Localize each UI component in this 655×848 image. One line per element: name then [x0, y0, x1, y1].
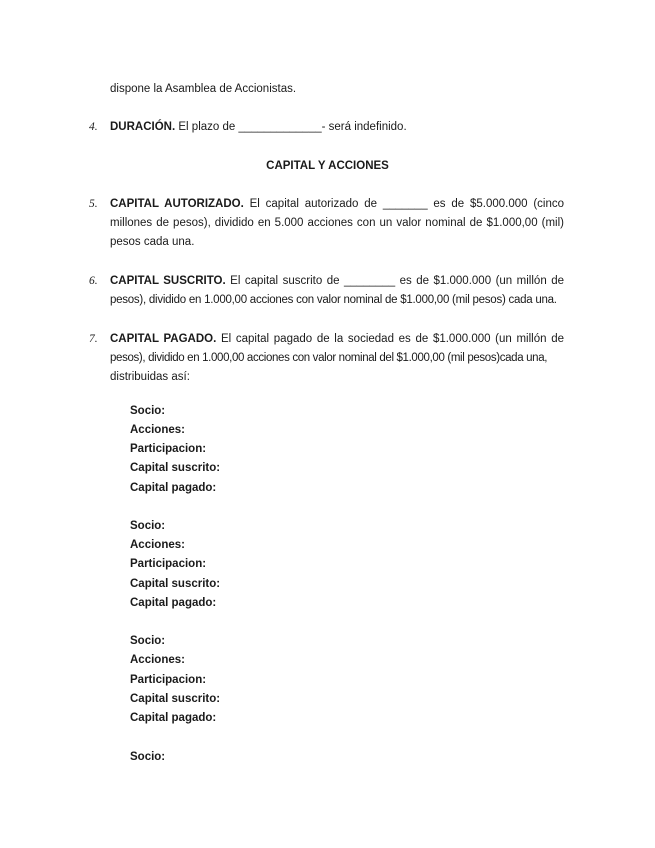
shareholder-4-socio-label: Socio:: [130, 751, 166, 763]
shareholder-1-socio-label: Socio:: [130, 405, 166, 417]
shareholder-2-socio-label: Socio:: [130, 520, 166, 532]
shareholder-3-socio-label: Socio:: [130, 635, 166, 647]
clause-7-line-1: [110, 330, 564, 349]
clause-5-line-1-text: El capital autorizado de _______ es de $5.000.000 (cinco: [249, 198, 565, 210]
clause-7-number: 7.: [89, 333, 98, 345]
clause-4-number: 4.: [89, 121, 98, 133]
clause-7-line-2: pesos), dividido en 1.000,00 acciones con valor nominal del $1.000,00 (mil pesos)cada una,: [110, 352, 548, 364]
shareholder-2-acciones-label: Acciones:: [130, 539, 185, 551]
clause-7-line-1-text: El capital pagado de la sociedad es de $1.000.000 (un millón de: [220, 333, 564, 345]
clause-5-line-1: [110, 195, 564, 214]
clause-5-title: CAPITAL AUTORIZADO.: [110, 198, 244, 210]
clause-5-line-3: pesos cada una.: [110, 236, 195, 248]
shareholder-3-capital-suscrito-label: Capital suscrito:: [130, 693, 221, 705]
shareholder-1-capital-suscrito-label: Capital suscrito:: [130, 462, 221, 474]
clause-6-number: 6.: [89, 275, 98, 287]
clause-7-line-3: distribuidas así:: [110, 371, 190, 383]
shareholder-2-capital-suscrito-label: Capital suscrito:: [130, 578, 221, 590]
shareholder-2-capital-pagado-label: Capital pagado:: [130, 597, 217, 609]
section-heading: CAPITAL Y ACCIONES: [266, 160, 389, 172]
clause-6-title: CAPITAL SUSCRITO.: [110, 275, 226, 287]
clause-5-line-2: millones de pesos), dividido en 5.000 acciones con un valor nominal de $1.000,00 (mil): [110, 217, 564, 229]
intro-line: dispone la Asamblea de Accionistas.: [110, 83, 297, 95]
shareholder-1-participacion-label: Participacion:: [130, 443, 207, 455]
shareholder-3-capital-pagado-label: Capital pagado:: [130, 712, 217, 724]
clause-6-line-2: pesos), dividido en 1.000,00 acciones con valor nominal de $1.000,00 (mil pesos) cada una.: [110, 294, 557, 306]
shareholder-3-participacion-label: Participacion:: [130, 674, 207, 686]
clause-4-text: El plazo de _____________- será indefinido.: [178, 121, 407, 133]
clause-5-number: 5.: [89, 198, 98, 210]
shareholder-2-participacion-label: Participacion:: [130, 558, 207, 570]
shareholder-3-acciones-label: Acciones:: [130, 654, 185, 666]
shareholder-1-capital-pagado-label: Capital pagado:: [130, 482, 217, 494]
clause-6-line-1: [110, 272, 564, 291]
clause-7-title: CAPITAL PAGADO.: [110, 333, 217, 345]
clause-6-line-1-text: El capital suscrito de ________ es de $1.000.000 (un millón de: [230, 275, 564, 287]
clause-4-line: [110, 118, 564, 137]
clause-4-title: DURACIÓN.: [110, 121, 176, 133]
shareholder-1-acciones-label: Acciones:: [130, 424, 185, 436]
